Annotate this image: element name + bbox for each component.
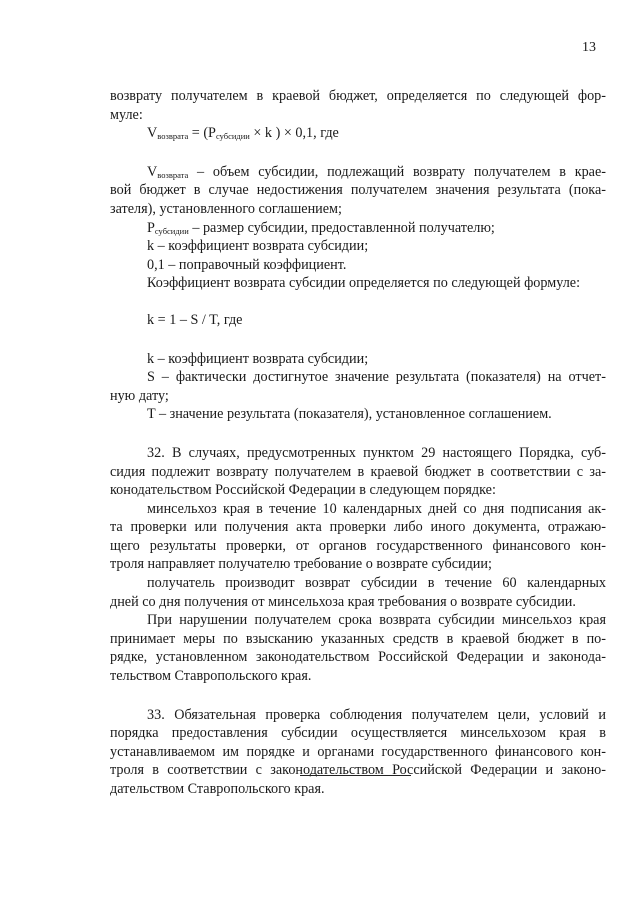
text-line: зателя), установленного соглашением; <box>110 200 342 217</box>
text-line: k – коэффициент возврата субсидии; <box>147 238 369 255</box>
text-line: S – фактически достигнутое значение результата (показателя) на отчет- <box>147 369 606 386</box>
text-line: возврату получателем в краевой бюджет, определяется по следующей фор- <box>110 88 606 104</box>
text-line: троля в соответствии с законодательством Российской Федерации и законо- <box>110 762 606 779</box>
paragraph <box>110 706 606 799</box>
subscript: возврата <box>157 169 189 180</box>
text-line: дательством Ставропольского края. <box>110 781 325 797</box>
text-line: рядке, установленном законодательством Российской Федерации и законода- <box>110 649 606 666</box>
text-run: – размер субсидии, предоставленной получателю; <box>188 219 495 236</box>
text-line <box>110 219 606 238</box>
text-run: = (P <box>188 125 216 142</box>
text-line: ную дату; <box>110 387 169 404</box>
text-line: щего результаты проверки, от органов государственного финансового кон- <box>110 537 606 554</box>
text-line: получатель производит возврат субсидии в течение 60 календарных <box>147 575 606 592</box>
text-line: При нарушении получателем срока возврата субсидии минсельхоз края <box>147 612 606 629</box>
paragraph-gap <box>110 330 606 350</box>
text-line: тельством Ставропольского края. <box>110 668 312 685</box>
subscript: возврата <box>157 131 189 142</box>
text-line: порядка предоставления субсидии осуществляется минсельхозом края в <box>110 725 606 742</box>
text-run: × k ) × 0,1, где <box>249 125 339 142</box>
subscript: субсидии <box>154 225 189 236</box>
text-line: вой бюджет в случае недостижения получателем значения результата (пока- <box>110 182 606 199</box>
text-line: T – значение результата (показателя), установленное соглашением. <box>147 406 552 423</box>
paragraph <box>110 163 606 293</box>
text-line: k – коэффициент возврата субсидии; <box>147 350 369 367</box>
subscript: субсидии <box>215 131 250 142</box>
text-line: 32. В случаях, предусмотренных пунктом 29 настоящего Порядка, суб- <box>147 444 606 461</box>
paragraph-gap <box>110 293 606 311</box>
text-line: минсельхоз края в течение 10 календарных дней со дня подписания ак- <box>147 500 606 517</box>
text-line: 33. Обязательная проверка соблюдения получателем цели, условий и <box>147 706 606 723</box>
text-run: P <box>147 219 155 236</box>
text-run: V <box>147 125 158 142</box>
end-rule-divider <box>300 775 411 776</box>
text-line <box>110 163 606 182</box>
formula-block <box>110 124 606 143</box>
text-line: троля направляет получателю требование о возврате субсидии; <box>110 556 492 573</box>
paragraph-gap <box>110 686 606 706</box>
text-line: та проверки или получения акта проверки либо иного документа, отражаю- <box>110 519 606 536</box>
text-line: устанавливаемом им порядке и органами государственного финансового кон- <box>110 743 606 760</box>
document-body <box>110 87 606 799</box>
page-number: 13 <box>582 40 596 55</box>
text-run: – объем субсидии, подлежащий возврату получателем в крае- <box>188 163 606 180</box>
formula-line <box>110 124 606 143</box>
text-line: Коэффициент возврата субсидии определяется по следующей формуле: <box>147 275 581 292</box>
formula-block <box>110 311 606 330</box>
text-line: сидия подлежит возврату получателем в краевой бюджет в соответствии с за- <box>110 463 606 480</box>
text-line: 0,1 – поправочный коэффициент. <box>147 256 347 273</box>
paragraph <box>110 444 606 686</box>
paragraph <box>110 350 606 424</box>
text-line: дней со дня получения от минсельхоза края требования о возврате субсидии. <box>110 593 576 610</box>
paragraph <box>110 87 606 124</box>
formula-line: k = 1 – S / T, где <box>147 311 243 328</box>
text-line: принимает меры по взысканию указанных средств в краевой бюджет в по- <box>110 630 606 647</box>
text-run: V <box>147 163 158 180</box>
text-line: конодательством Российской Федерации в следующем порядке: <box>110 482 496 499</box>
paragraph-gap <box>110 143 606 163</box>
paragraph-gap <box>110 424 606 444</box>
text-line: муле: <box>110 106 143 123</box>
